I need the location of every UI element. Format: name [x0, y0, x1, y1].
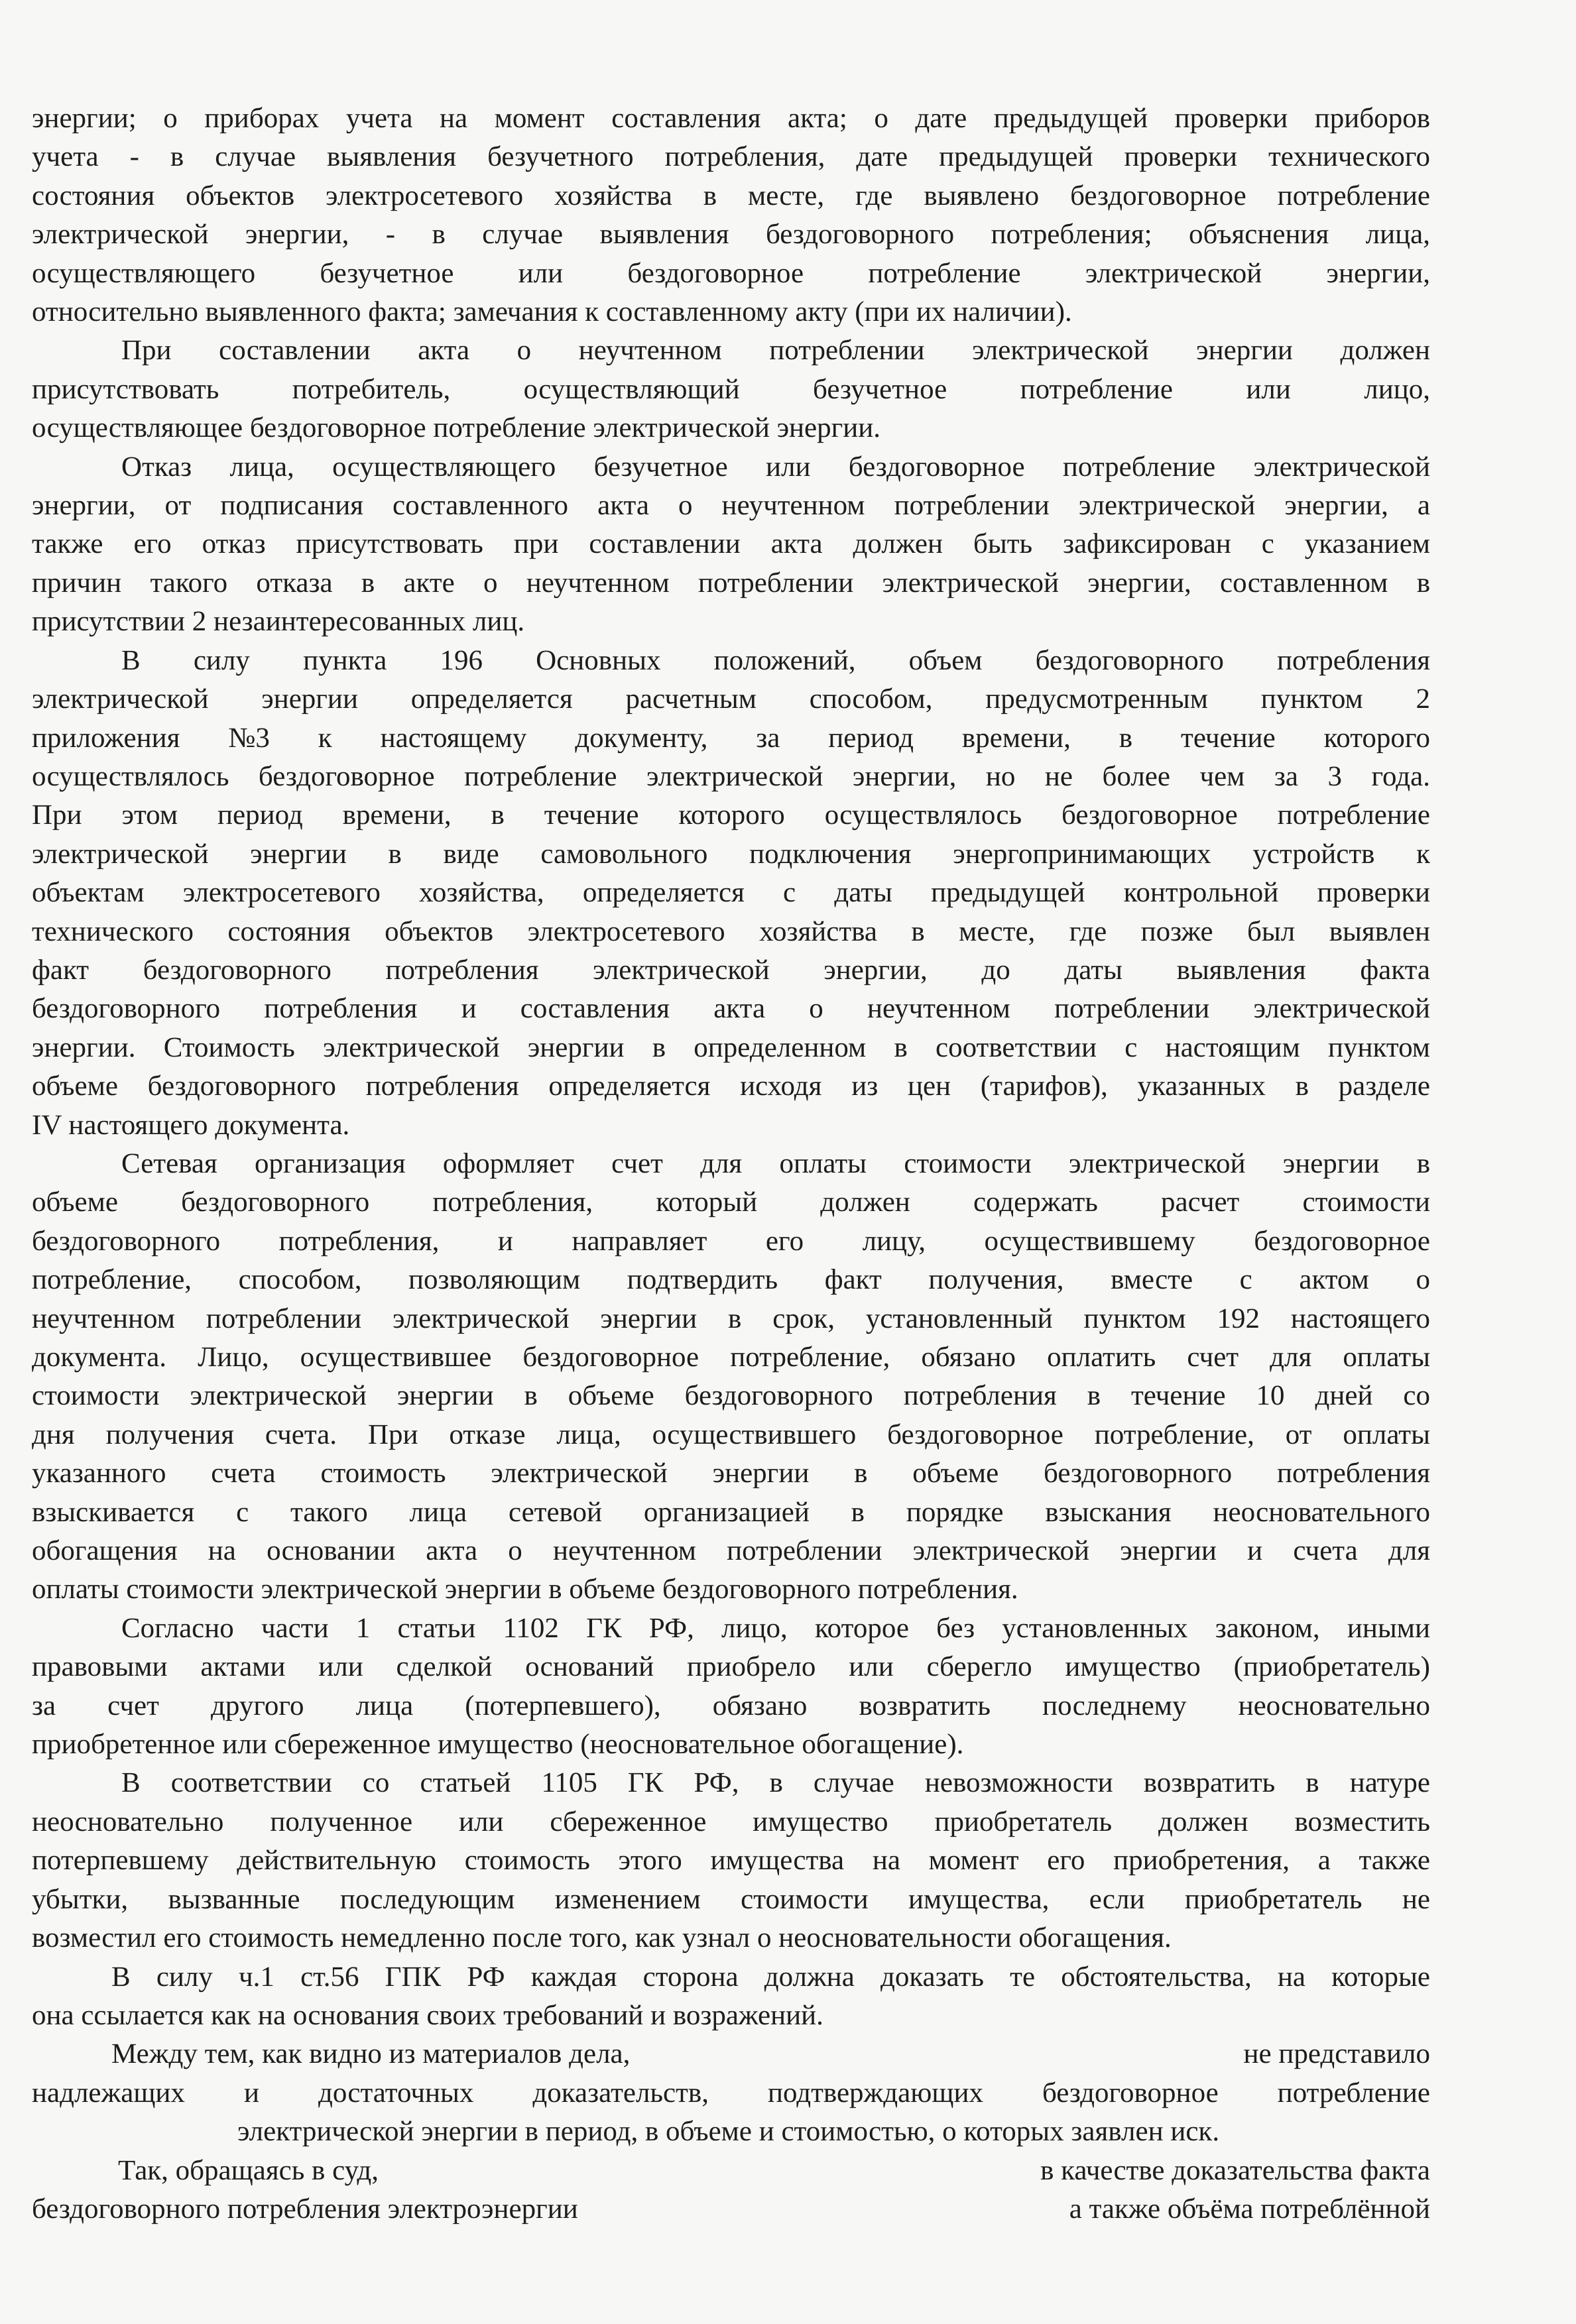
text-line: за счет другого лица (потерпевшего), обязано возвратить последнему неосновательно	[32, 1690, 1430, 1721]
text-line: обогащения на основании акта о неучтенном потреблении электрической энергии и счета для	[32, 1535, 1430, 1567]
text-line: энергии; о приборах учета на момент составления акта; о дате предыдущей проверки приборов	[32, 103, 1430, 134]
text-line: объеме бездоговорного потребления определяется исходя из цен (тарифов), указанных в разделе	[32, 1071, 1430, 1102]
text-fragment: Так, обращаясь в суд,	[118, 2154, 379, 2186]
text-line: дня получения счета. При отказе лица, осуществившего бездоговорное потребление, от оплаты	[32, 1419, 1430, 1450]
text-line: надлежащих и достаточных доказательств, подтверждающих бездоговорное потребление	[32, 2077, 1430, 2109]
paragraph-4	[32, 642, 1430, 1145]
text-line: бездоговорного потребления и составления акта о неучтенном потреблении электрической	[32, 993, 1430, 1025]
text-fragment: Между тем, как видно из материалов дела,	[111, 2038, 631, 2070]
text-line: взыскивается с такого лица сетевой организацией в порядке взыскания неосновательного	[32, 1496, 1430, 1528]
text-line	[32, 2190, 1430, 2229]
text-line: неучтенном потреблении электрической энергии в срок, установленный пунктом 192 настоящего	[32, 1303, 1430, 1334]
text-line: Согласно части 1 статьи 1102 ГК РФ, лицо, которое без установленных законом, иными	[121, 1612, 1430, 1644]
text-line: потребление, способом, позволяющим подтвердить факт получения, вместе с актом о	[32, 1264, 1430, 1296]
text-line: приложения №3 к настоящему документу, за период времени, в течение которого	[32, 722, 1430, 754]
text-line: осуществляющее бездоговорное потребление электрической энергии.	[32, 412, 881, 444]
paragraph-5	[32, 1145, 1430, 1609]
text-line: документа. Лицо, осуществившее бездоговорное потребление, обязано оплатить счет для оплаты	[32, 1342, 1430, 1373]
text-line: указанного счета стоимость электрической энергии в объеме бездоговорного потребления	[32, 1458, 1430, 1489]
text-fragment: а также объёма потреблённой	[1069, 2193, 1430, 2225]
text-line: технического состояния объектов электросетевого хозяйства в месте, где позже был выявлен	[32, 915, 1430, 947]
paragraph-final	[32, 2152, 1430, 2229]
text-line: также его отказ присутствовать при составлении акта должен быть зафиксирован с указанием	[32, 528, 1430, 560]
text-line: присутствии 2 незаинтересованных лиц.	[32, 606, 525, 638]
text-line: приобретенное или сбереженное имущество (неосновательное обогащение).	[32, 1729, 964, 1761]
text-line: При составлении акта о неучтенном потреблении электрической энергии должен	[121, 335, 1430, 367]
text-line: электрической энергии определяется расчетным способом, предусмотренным пунктом 2	[32, 683, 1430, 715]
text-fragment: бездоговорного потребления электроэнергии	[32, 2193, 578, 2225]
text-line: бездоговорного потребления, и направляет его лицу, осуществившему бездоговорное	[32, 1225, 1430, 1257]
text-line: В силу пункта 196 Основных положений, объем бездоговорного потребления	[121, 644, 1430, 676]
paragraph-8	[32, 1958, 1430, 2036]
text-line: факт бездоговорного потребления электрической энергии, до даты выявления факта	[32, 954, 1430, 986]
text-line: объеме бездоговорного потребления, который должен содержать расчет стоимости	[32, 1187, 1430, 1218]
text-line: В соответствии со статьей 1105 ГК РФ, в случае невозможности возвратить в натуре	[121, 1767, 1430, 1799]
text-line: осуществляющего безучетное или бездоговорное потребление электрической энергии,	[32, 257, 1430, 289]
text-fragment: в качестве доказательства факта	[1040, 2154, 1430, 2186]
text-line: Сетевая организация оформляет счет для оплаты стоимости электрической энергии в	[121, 1147, 1430, 1179]
text-fragment: не представило	[1243, 2038, 1430, 2070]
text-line: неосновательно полученное или сбереженное имущество приобретатель должен возместить	[32, 1806, 1430, 1837]
text-line: При этом период времени, в течение которого осуществлялось бездоговорное потребление	[32, 799, 1430, 831]
text-line: возместил его стоимость немедленно после того, как узнал о неосновательности обогащения.	[32, 1922, 1172, 1954]
text-line: правовыми актами или сделкой оснований приобрело или сберегло имущество (приобретатель)	[32, 1651, 1430, 1683]
paragraph-7	[32, 1764, 1430, 1957]
text-line: Отказ лица, осуществляющего безучетное или бездоговорное потребление электрической	[121, 451, 1430, 483]
text-line	[32, 2035, 1430, 2073]
paragraph-2	[32, 331, 1430, 447]
paragraph-6	[32, 1609, 1430, 1765]
text-line: электрической энергии, - в случае выявления бездоговорного потребления; объяснения лица,	[32, 219, 1430, 251]
text-line: причин такого отказа в акте о неучтенном потреблении электрической энергии, составленном в	[32, 567, 1430, 599]
text-line: энергии. Стоимость электрической энергии в определенном в соответствии с настоящим пунктом	[32, 1031, 1430, 1063]
text-line: относительно выявленного факта; замечания к составленному акту (при их наличии).	[32, 296, 1072, 328]
text-line: состояния объектов электросетевого хозяйства в месте, где выявлено бездоговорное потребление	[32, 180, 1430, 211]
text-line: стоимости электрической энергии в объеме бездоговорного потребления в течение 10 дней со	[32, 1380, 1430, 1412]
text-line: учета - в случае выявления безучетного потребления, дате предыдущей проверки технического	[32, 141, 1430, 173]
text-line: убытки, вызванные последующим изменением стоимости имущества, если приобретатель не	[32, 1883, 1430, 1915]
text-line: оплаты стоимости электрической энергии в объеме бездоговорного потребления.	[32, 1574, 1018, 1605]
text-line: она ссылается как на основания своих требований и возражений.	[32, 1999, 823, 2031]
text-line: IV настоящего документа.	[32, 1109, 350, 1141]
text-line: электрической энергии в виде самовольного подключения энергопринимающих устройств к	[32, 838, 1430, 870]
text-line: объектам электросетевого хозяйства, определяется с даты предыдущей контрольной проверки	[32, 877, 1430, 909]
text-line: потерпевшему действительную стоимость этого имущества на момент его приобретения, а также	[32, 1845, 1430, 1877]
paragraph-3	[32, 448, 1430, 642]
text-line: присутствовать потребитель, осуществляющий безучетное потребление или лицо,	[32, 373, 1430, 405]
text-line: электрической энергии в период, в объеме и стоимостью, о которых заявлен иск.	[237, 2116, 1220, 2148]
text-line: В силу ч.1 ст.56 ГПК РФ каждая сторона должна доказать те обстоятельства, на которые	[111, 1961, 1430, 1993]
text-line: осуществлялось бездоговорное потребление электрической энергии, но не более чем за 3 года.	[32, 760, 1430, 792]
text-line	[32, 2152, 1430, 2190]
paragraph-redacted	[32, 2035, 1430, 2151]
text-line: энергии, от подписания составленного акта о неучтенном потреблении электрической энергии, а	[32, 490, 1430, 522]
paragraph-1	[32, 99, 1430, 331]
